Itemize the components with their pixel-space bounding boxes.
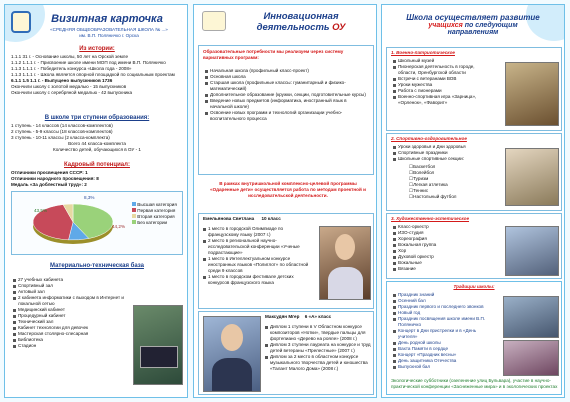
program-item: Старшая школа (профильные классы: гуманитарный и физико-математический) [205, 80, 369, 92]
programs-box [198, 45, 374, 175]
base-item: 2 кабинета информатики с выходом в Интернет и локальной сетью [13, 295, 133, 307]
pie-label-1: 43,5% [34, 208, 48, 213]
section-item: Работа с пионерами [393, 88, 493, 94]
sport-item: ☐Настольный футбол [409, 194, 457, 199]
tradition-item: Праздник знаний [393, 292, 491, 298]
base-title: Материально-техническая база [50, 263, 144, 269]
section-list [387, 224, 497, 272]
student2-card [198, 311, 374, 395]
school-name-2: им. В.П. Поляничко г. Орска [79, 33, 139, 38]
section-item: Встречи с ветеранами ВОВ [393, 76, 493, 82]
staff-item: Отличники народного просвещения: 8 [11, 176, 99, 181]
base-item: 27 учебных кабинета [13, 277, 133, 283]
legend-item: Высшая категория [132, 202, 182, 208]
gifted-program: В рамках внутришкольной комплексно-целевой программы «Одаренные дети» осуществляется работа по методам проектной и исследовательской деятельности. [210, 181, 366, 198]
program-item: Начальная школа (профильный класс-проект) [205, 68, 369, 74]
photo-museum [505, 62, 559, 126]
tradition-item: Выпускной бал [393, 364, 491, 370]
photo-computer-class [133, 305, 183, 385]
photo-art [505, 226, 559, 276]
legend-item: Первая категория [132, 208, 182, 214]
award-item: Диплом за 2 место в областном конкурсе музыкального творчества детей и юношества «Талант Малого Дома» (2008 г.) [265, 354, 373, 372]
photo-student2 [203, 316, 261, 392]
history-item: Окончили школу с серебряной медалью - 42 выпускника [11, 90, 133, 95]
pie-legend [132, 202, 182, 226]
section-item: Вокальные [393, 260, 493, 266]
step-item: 1 ступень - 14 классов (14 классов-комплектов) [11, 123, 113, 128]
section-item: Духовой оркестр [393, 254, 493, 260]
base-item: Актовый зал [13, 289, 133, 295]
tradition-item: Концерт в Дни пристрелки и в «День учителя» [393, 328, 491, 340]
section-list [387, 58, 497, 106]
award-item: 1 место в городской Олимпиаде по французскому языку (2007 г.) [203, 226, 315, 238]
tradition-item: День защитника Отечества [393, 358, 491, 364]
section-title: 2. Спортивно-оздоровительное [391, 136, 467, 141]
base-item: Мастерская столярно-слесарная [13, 331, 133, 337]
section-item: Уроки здоровья и Дни здоровья [393, 144, 493, 150]
award-item: 1 место в городском фестивале детских конкурсов французского языка [203, 274, 315, 286]
base-item: Медицинский кабинет [13, 307, 133, 313]
history-item: 1.1.2 1.1.1 г. - Присвоение школе имени МОП под имени В.П. Поляничко [11, 60, 166, 65]
section-item: Пионерская деятельность в городе, области, Оренбургской области [393, 64, 493, 76]
history-item: 6.1.1 1.5 1.1 г. - Выпущено выпускников 1736 [11, 78, 113, 83]
panel1-title: Визитная карточка [51, 13, 163, 25]
section-sport [386, 133, 562, 211]
photo-student1 [319, 226, 371, 300]
student1-header: Емельянова Светлана 10 класс [203, 216, 281, 221]
section-item: ИЗО-студия [393, 230, 493, 236]
staff-item: Медаль «За доблестный труд»: 2 [11, 182, 87, 187]
pie-label-3: 44,2% [112, 224, 126, 229]
book-icon [202, 11, 226, 31]
legend-item: Вторая категория [132, 214, 182, 220]
staff-title: Кадровый потенциал: [64, 162, 130, 168]
section-item: Хор [393, 248, 493, 254]
innovation-title: Инновационная деятельность ОУ [256, 11, 346, 33]
tradition-item: Праздник посвящения школе имени В.П. Поляничко [393, 316, 491, 328]
section-patriotic [386, 47, 562, 131]
steps-title: В школе три ступени образования: [44, 115, 150, 121]
eco-note: Экологические субботники (озеленение улиц Бульвара), участие в научно-практической конференции «Заснеженные мира» и в экологических проектах [391, 378, 558, 389]
section-art [386, 213, 562, 279]
base-item: Технический зал [13, 319, 133, 325]
school-logo [11, 11, 31, 33]
base-item: Библиотека [13, 337, 133, 343]
student1-card [198, 213, 374, 309]
history-item: 1.1.1 31 г. - Основание школы, 50 лет на Орской земле [11, 54, 129, 59]
sport-item: ☐Волейбол [409, 170, 435, 175]
sport-sections [409, 164, 489, 200]
programs-intro: Образовательные потребности мы реализуем через систему вариативных программ: [203, 49, 344, 60]
photo-sport [505, 148, 559, 206]
section-item: Вязание [393, 266, 493, 272]
award-item: 1 место в Интеллектуальном конкурсе иностранных языков «Полиглот» по областной среди 9 классов [203, 256, 315, 274]
photo-celebration-2 [503, 340, 559, 376]
award-item: Диплом 1 ступени в V Областном конкурсе композиторов «Нотки», твердые пальцы для фортепиано «Дерево на рояле» (2008 г.) [265, 324, 373, 342]
student1-awards [203, 226, 315, 286]
traditions-list [387, 292, 495, 370]
tradition-item: Концерт «Праздник весны» [393, 352, 491, 358]
sport-item: ☐Баскетбол [409, 164, 436, 169]
base-item: Кабинет технологии для девочек [13, 325, 133, 331]
award-item: Диплом 3 ступени лауреата на конкурсе и труд детей ветераны «Прелестные» (2007 г.) [265, 342, 373, 354]
pie-label-2: 8,3% [84, 195, 95, 200]
step-item: 3 ступень - 10-11 классы (2 класса-комплекта) [11, 135, 110, 140]
students-count: Количество детей, обучающихся в ОУ - 1 [53, 147, 141, 152]
staff-item: Отличники просвещения СССР: 1 [11, 170, 88, 175]
tradition-item: Праздник первого и последнего звонков [393, 304, 491, 310]
base-list [13, 277, 133, 349]
base-item: Спортивный зал [13, 283, 133, 289]
history-item: 1.1.3 1.1.1 г. - Победитель конкурса «Школа года - 2008» [11, 66, 132, 71]
program-item: Введение новых предметов (информатика, иностранный язык в начальной школе) [205, 98, 369, 110]
sport-item: ☐Туризм [409, 176, 429, 181]
history-title: Из истории: [79, 46, 115, 52]
sport-item: ☐Легкая атлетика [409, 182, 448, 187]
program-item: Освоение новых программ и технологий организации учебно-воспитательного процесса [205, 110, 369, 122]
program-item: Дополнительное образование (кружки, секции, подготовительные курсы) [205, 92, 369, 98]
section-item: Хореография [393, 236, 493, 242]
section-item: Школьный музей [393, 58, 493, 64]
student2-awards [265, 324, 373, 372]
staff-list [11, 170, 183, 188]
sport-item: ☐Теннис [409, 188, 429, 193]
section-item: Вокальная группа [393, 242, 493, 248]
step-item: 2 ступень - 5-9 классы (18 классов-комплектов) [11, 129, 113, 134]
programs-list [199, 64, 373, 122]
photo-celebration-1 [503, 296, 559, 338]
monitor-image [140, 346, 178, 368]
award-item: 2 место в региональной научно-исследовательской конференции «Ученые подрастающие» [203, 238, 315, 256]
classes-total: Всего 44 класса-комплекта [68, 141, 126, 146]
panel-business-card [4, 4, 188, 398]
school-name: «СРЕДНЯЯ ОБЩЕОБРАЗОВАТЕЛЬНАЯ ШКОЛА № ...» [50, 27, 168, 32]
history-item: 1.1.3 1.1.1 г. - Школа является опорной площадкой по социальным проектам [11, 72, 175, 77]
pie-chart [18, 196, 128, 248]
section-title: 3. Художественно-эстетическое [391, 216, 470, 221]
history-item: Окончили школу с золотой медалью - 15 выпускников [11, 84, 127, 89]
history-list [11, 54, 183, 96]
tradition-item: День родной школы [393, 340, 491, 346]
program-item: Основная школа [205, 74, 369, 80]
tradition-item: Вахта Памяти в сердце [393, 346, 491, 352]
base-item: Стадион [13, 343, 133, 349]
section-item: Уроки мужества [393, 82, 493, 88]
section-item: Военно-спортивная игра «Зарница», «Орленок», «Фаворит» [393, 94, 493, 106]
tradition-item: Осенний бал [393, 298, 491, 304]
traditions-title: Традиции школы: [453, 284, 495, 289]
section-item: Спортивные праздники [393, 150, 493, 156]
steps-list [11, 123, 183, 153]
section-traditions [386, 281, 562, 395]
category-chart [11, 191, 183, 255]
base-item: Процедурный кабинет [13, 313, 133, 319]
section-item: Класс-оркестр [393, 224, 493, 230]
section-item: Школьные спортивные секции: [393, 156, 493, 162]
section-title: 1. Военно-патриотическое [391, 50, 455, 55]
legend-item: Без категории [132, 220, 182, 226]
development-title: Школа осуществляет развитие учащихся по следующим направлениям [406, 13, 540, 36]
section-list [387, 144, 497, 162]
tradition-item: Новый год [393, 310, 491, 316]
panel-development [381, 4, 565, 398]
panel-innovation [193, 4, 377, 398]
student2-header: Максудян Мгер 6 «А» класс [265, 314, 332, 319]
